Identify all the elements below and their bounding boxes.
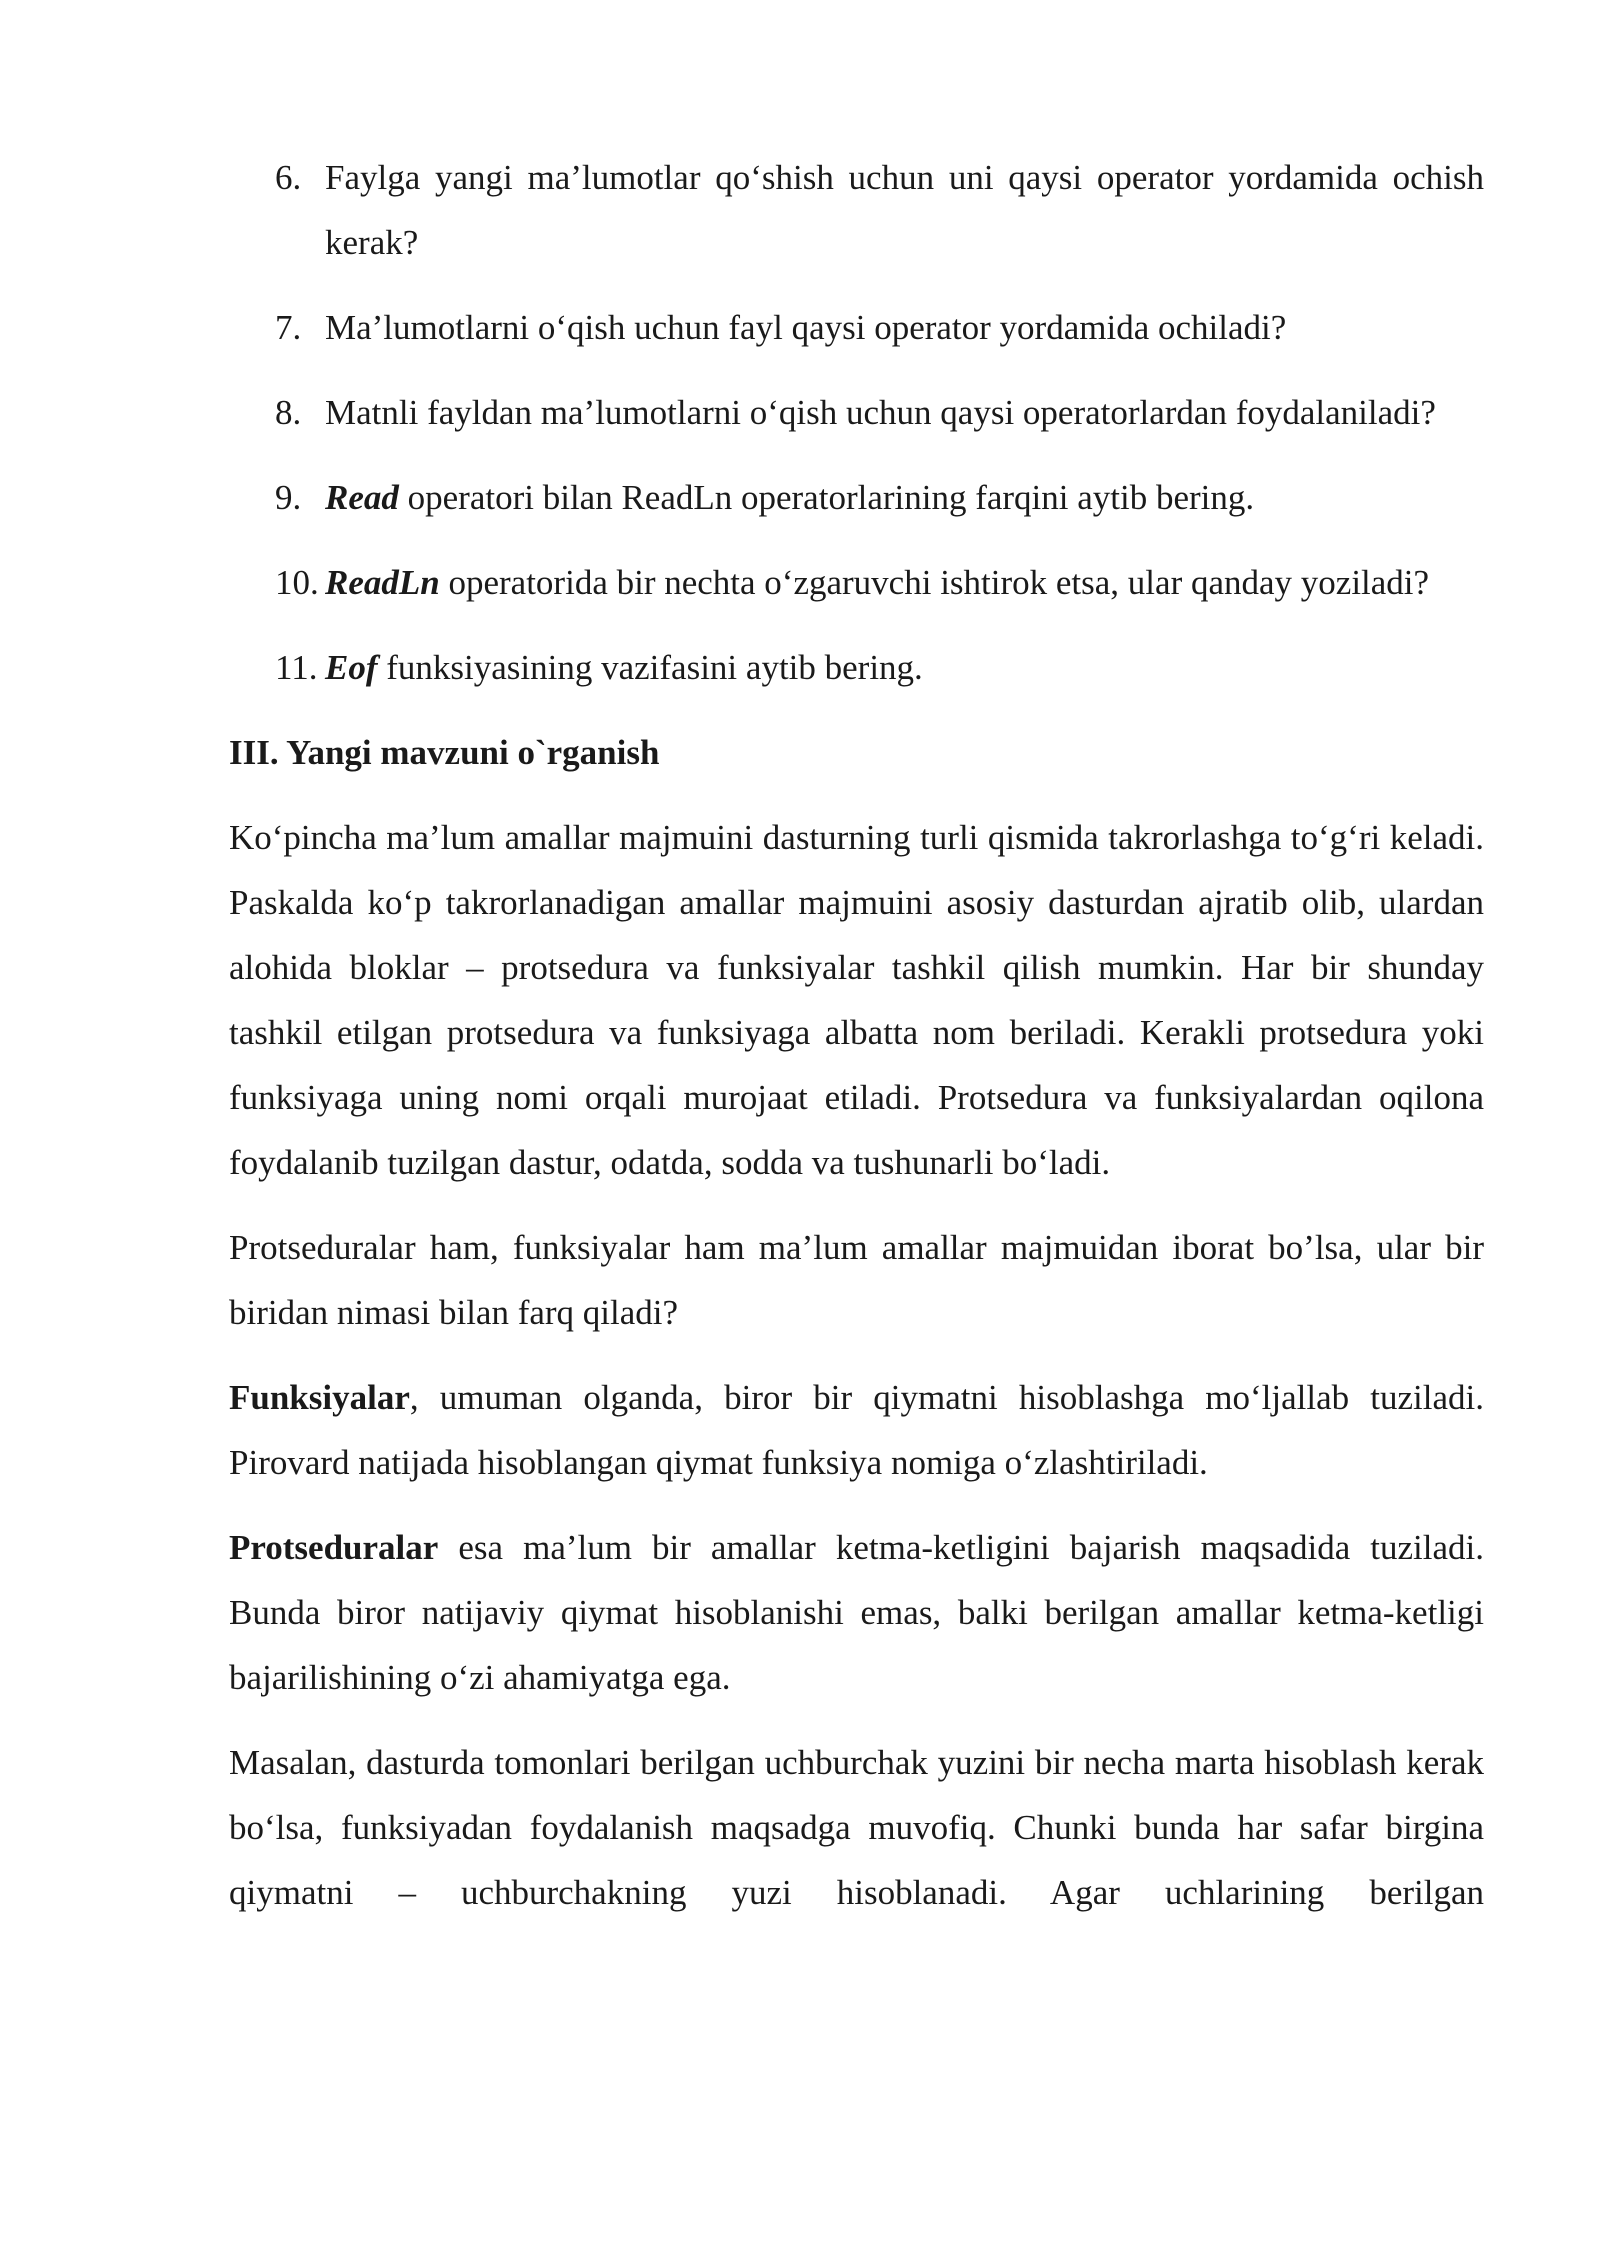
section-heading: III. Yangi mavzuni o`rganish bbox=[229, 733, 660, 772]
item-keyword: Read bbox=[325, 478, 399, 517]
item-number: 9. bbox=[275, 478, 302, 517]
item-number: 7. bbox=[275, 308, 302, 347]
list-item bbox=[229, 550, 1484, 615]
item-text: Matnli fayldan ma’lumotlarni o‘qish uchun qaysi operatorlardan foydalaniladi? bbox=[325, 393, 1436, 432]
item-keyword: Eof bbox=[325, 648, 378, 687]
item-text: operatorida bir nechta o‘zgaruvchi ishtirok etsa, ular qanday yoziladi? bbox=[439, 563, 1430, 602]
list-item bbox=[229, 465, 1484, 530]
item-text: Ma’lumotlarni o‘qish uchun fayl qaysi operator yordamida ochiladi? bbox=[325, 308, 1287, 347]
page-content bbox=[229, 145, 1484, 1945]
term-procedures: Protseduralar bbox=[229, 1528, 439, 1567]
paragraph-functions-text: , umuman olganda, biror bir qiymatni hisoblashga mo‘ljallab tuziladi. Pirovard natijada hisoblangan qiymat funksiya nomiga o‘zlashtiriladi. bbox=[229, 1378, 1484, 1482]
term-functions: Funksiyalar bbox=[229, 1378, 410, 1417]
list-item bbox=[229, 145, 1484, 275]
item-text: Faylga yangi ma’lumotlar qo‘shish uchun uni qaysi operator yordamida ochish kerak? bbox=[325, 158, 1484, 262]
item-text: operatori bilan ReadLn operatorlarining farqini aytib bering. bbox=[398, 478, 1255, 517]
paragraph-question: Protseduralar ham, funksiyalar ham ma’lum amallar majmuidan iborat bo’lsa, ular bir biridan nimasi bilan farq qiladi? bbox=[229, 1228, 1484, 1332]
item-number: 6. bbox=[275, 158, 302, 197]
item-keyword: ReadLn bbox=[325, 563, 440, 602]
paragraph-procedures bbox=[229, 1515, 1484, 1710]
item-number: 8. bbox=[275, 393, 302, 432]
item-number: 10. bbox=[275, 563, 319, 602]
item-number: 11. bbox=[275, 648, 318, 687]
paragraph-functions bbox=[229, 1365, 1484, 1495]
paragraph-intro: Ko‘pincha ma’lum amallar majmuini dasturning turli qismida takrorlashga to‘g‘ri keladi. Paskalda ko‘p takrorlanadigan amallar majmuini asosiy dasturdan ajratib olib, ulardan alohida bloklar – protsedura va funksiyalar tashkil qilish mumkin. Har bir shunday tashkil etilgan protsedura va funksiyaga albatta nom beriladi. Kerakli protsedura yoki funksiyaga uning nomi orqali murojaat etiladi. Protsedura va funksiyalardan oqilona foydalanib tuzilgan dastur, odatda, sodda va tushunarli bo‘ladi. bbox=[229, 818, 1484, 1182]
review-questions-list bbox=[229, 145, 1484, 700]
list-item bbox=[229, 295, 1484, 360]
item-text: funksiyasining vazifasini aytib bering. bbox=[377, 648, 923, 687]
paragraph-procedures-text: esa ma’lum bir amallar ketma-ketligini bajarish maqsadida tuziladi. Bunda biror natijaviy qiymat hisoblanishi emas, balki berilgan amallar ketma-ketligi bajarilishining o‘zi ahamiyatga ega. bbox=[229, 1528, 1484, 1697]
list-item bbox=[229, 380, 1484, 445]
paragraph-example: Masalan, dasturda tomonlari berilgan uchburchak yuzini bir necha marta hisoblash kerak bo‘lsa, funksiyadan foydalanish maqsadga muvofiq. Chunki bunda har safar birgina qiymatni – uchburchakning yuzi hisoblanadi. Agar uchlarining berilgan bbox=[229, 1743, 1484, 1912]
list-item bbox=[229, 635, 1484, 700]
